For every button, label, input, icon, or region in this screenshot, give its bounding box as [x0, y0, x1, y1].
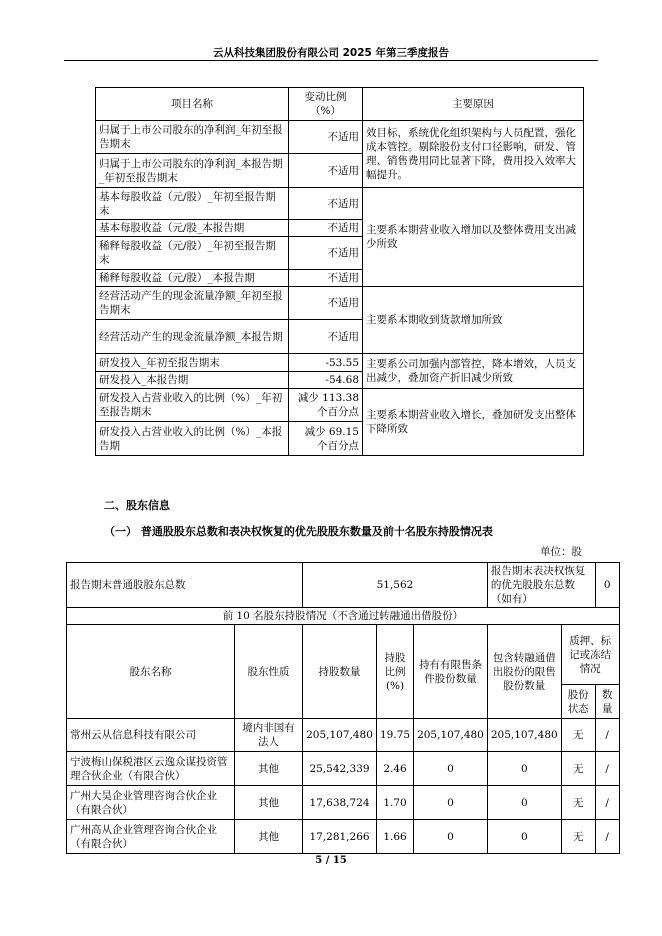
preferred-holders-label: 报告期末表决权恢复的优先股股东总数（如有）: [487, 563, 595, 608]
table-row-lent: 0: [487, 820, 561, 854]
table-row-qty: 25,542,339: [303, 752, 377, 786]
table-row-ratio: -53.55: [289, 354, 363, 372]
preferred-holders-value: 0: [595, 563, 619, 608]
table-row-count: /: [595, 719, 619, 752]
header-divider: [64, 60, 598, 61]
col-header-name: 股东名称: [67, 625, 235, 719]
table-row-nature: 其他: [235, 752, 303, 786]
table-row-name: 研发投入占营业收入的比例（%）_年初至报告期末: [96, 389, 289, 422]
table-row-restricted: 0: [414, 786, 488, 820]
table-row-name: 经营活动产生的现金流量净额_年初至报告期末: [96, 287, 289, 320]
table-row-name: 研发投入_年初至报告期末: [96, 354, 289, 372]
col-header-ratio: 变动比例（%）: [289, 88, 363, 121]
table-row-restricted: 0: [414, 820, 488, 854]
table-row-name: 稀释每股收益（元/股）_本报告期: [96, 270, 289, 287]
change-ratio-table: [95, 87, 584, 456]
table-row-status: 无: [561, 719, 595, 752]
table-row-count: /: [595, 820, 619, 854]
table-row-qty: 205,107,480: [303, 719, 377, 752]
table-row-ratio: -54.68: [289, 372, 363, 389]
table-row-name: 基本每股收益（元/股）_年初至报告期末: [96, 188, 289, 220]
col-header-status: 股份状态: [561, 685, 595, 719]
table-row-ratio: 不适用: [289, 220, 363, 237]
table-row-qty: 17,638,724: [303, 786, 377, 820]
table-row-count: /: [595, 786, 619, 820]
table-row-qty: 17,281,266: [303, 820, 377, 854]
col-header-ratio: 持股比例(%): [377, 625, 414, 719]
reason-cell: 主要系本期收到货款增加所致: [363, 287, 584, 354]
table-row-name: 稀释每股收益（元/股）_年初至报告期末: [96, 237, 289, 270]
col-header-qty: 持股数量: [303, 625, 377, 719]
report-header: 云从科技集团股份有限公司 2025 年第三季度报告: [212, 47, 450, 59]
table-row-status: 无: [561, 820, 595, 854]
table-row-ratio: 19.75: [377, 719, 414, 752]
shareholder-table: [66, 562, 620, 854]
table-row-name: 宁波梅山保税港区云逸众谋投资管理合伙企业（有限合伙）: [67, 752, 235, 786]
table-row-name: 归属于上市公司股东的净利润_年初至报告期末: [96, 121, 289, 154]
table-row-name: 基本每股收益（元/股_本报告期: [96, 220, 289, 237]
table-row-nature: 其他: [235, 820, 303, 854]
table-row-nature: 其他: [235, 786, 303, 820]
section-title: 二、股东信息: [104, 499, 170, 512]
table-row-ratio: 不适用: [289, 188, 363, 220]
section-subtitle: （一） 普通股股东总数和表决权恢复的优先股股东数量及前十名股东持股情况表: [104, 525, 493, 538]
table-row-name: 研发投入占营业收入的比例（%）_本报告期: [96, 422, 289, 456]
table-row-nature: 境内非国有法人: [235, 719, 303, 752]
top10-title: 前 10 名股东持股情况（不含通过转融通出借股份）: [67, 608, 620, 625]
table-row-lent: 205,107,480: [487, 719, 561, 752]
reason-cell: 主要系公司加强内部管控，降本增效，人员支出减少，叠加资产折旧减少所致: [363, 354, 584, 389]
table-row-restricted: 0: [414, 752, 488, 786]
table-row-lent: 0: [487, 752, 561, 786]
table-row-restricted: 205,107,480: [414, 719, 488, 752]
table-row-lent: 0: [487, 786, 561, 820]
col-header-count: 数量: [595, 685, 619, 719]
table-row-name: 研发投入_本报告期: [96, 372, 289, 389]
table-row-name: 广州大昊企业管理咨询合伙企业（有限合伙）: [67, 786, 235, 820]
col-header-lent: 包含转融通借出股份的限售股份数量: [487, 625, 561, 719]
table-row-name: 常州云从信息科技有限公司: [67, 719, 235, 752]
reason-cell: 主要系本期营业收入增加以及整体费用支出减少所致: [363, 188, 584, 287]
table-row-ratio: 2.46: [377, 752, 414, 786]
table-row-ratio: 不适用: [289, 154, 363, 188]
col-header-restricted: 持有有限售条件股份数量: [414, 625, 488, 719]
col-header-item: 项目名称: [96, 88, 289, 121]
reason-cell: 效目标，系统优化组织架构与人员配置，强化成本管控。剔除股份支付口径影响，研发、管理、销售费用同比显著下降，费用投入效率大幅提升。: [363, 121, 584, 188]
total-holders-label: 报告期末普通股股东总数: [67, 563, 303, 608]
col-header-nature: 股东性质: [235, 625, 303, 719]
table-row-ratio: 不适用: [289, 320, 363, 354]
table-row-ratio: 不适用: [289, 287, 363, 320]
col-header-reason: 主要原因: [363, 88, 584, 121]
reason-cell: 主要系本期营业收入增长，叠加研发支出整体下降所致: [363, 389, 584, 456]
table-row-status: 无: [561, 752, 595, 786]
table-row-name: 经营活动产生的现金流量净额_本报告期: [96, 320, 289, 354]
table-row-status: 无: [561, 786, 595, 820]
table-row-ratio: 减少 69.15 个百分点: [289, 422, 363, 456]
col-header-pledge: 质押、标记或冻结情况: [561, 625, 619, 685]
table-row-count: /: [595, 752, 619, 786]
table-row-name: 广州高从企业管理咨询合伙企业（有限合伙）: [67, 820, 235, 854]
unit-label: 单位：股: [540, 546, 582, 558]
table-row-ratio: 不适用: [289, 121, 363, 154]
table-row-ratio: 1.70: [377, 786, 414, 820]
table-row-ratio: 不适用: [289, 237, 363, 270]
table-row-ratio: 不适用: [289, 270, 363, 287]
table-row-name: 归属于上市公司股东的净利润_本报告期_年初至报告期末: [96, 154, 289, 188]
table-row-ratio: 减少 113.38 个百分点: [289, 389, 363, 422]
total-holders-value: 51,562: [303, 563, 488, 608]
page-number: 5 / 15: [315, 855, 347, 866]
table-row-ratio: 1.66: [377, 820, 414, 854]
